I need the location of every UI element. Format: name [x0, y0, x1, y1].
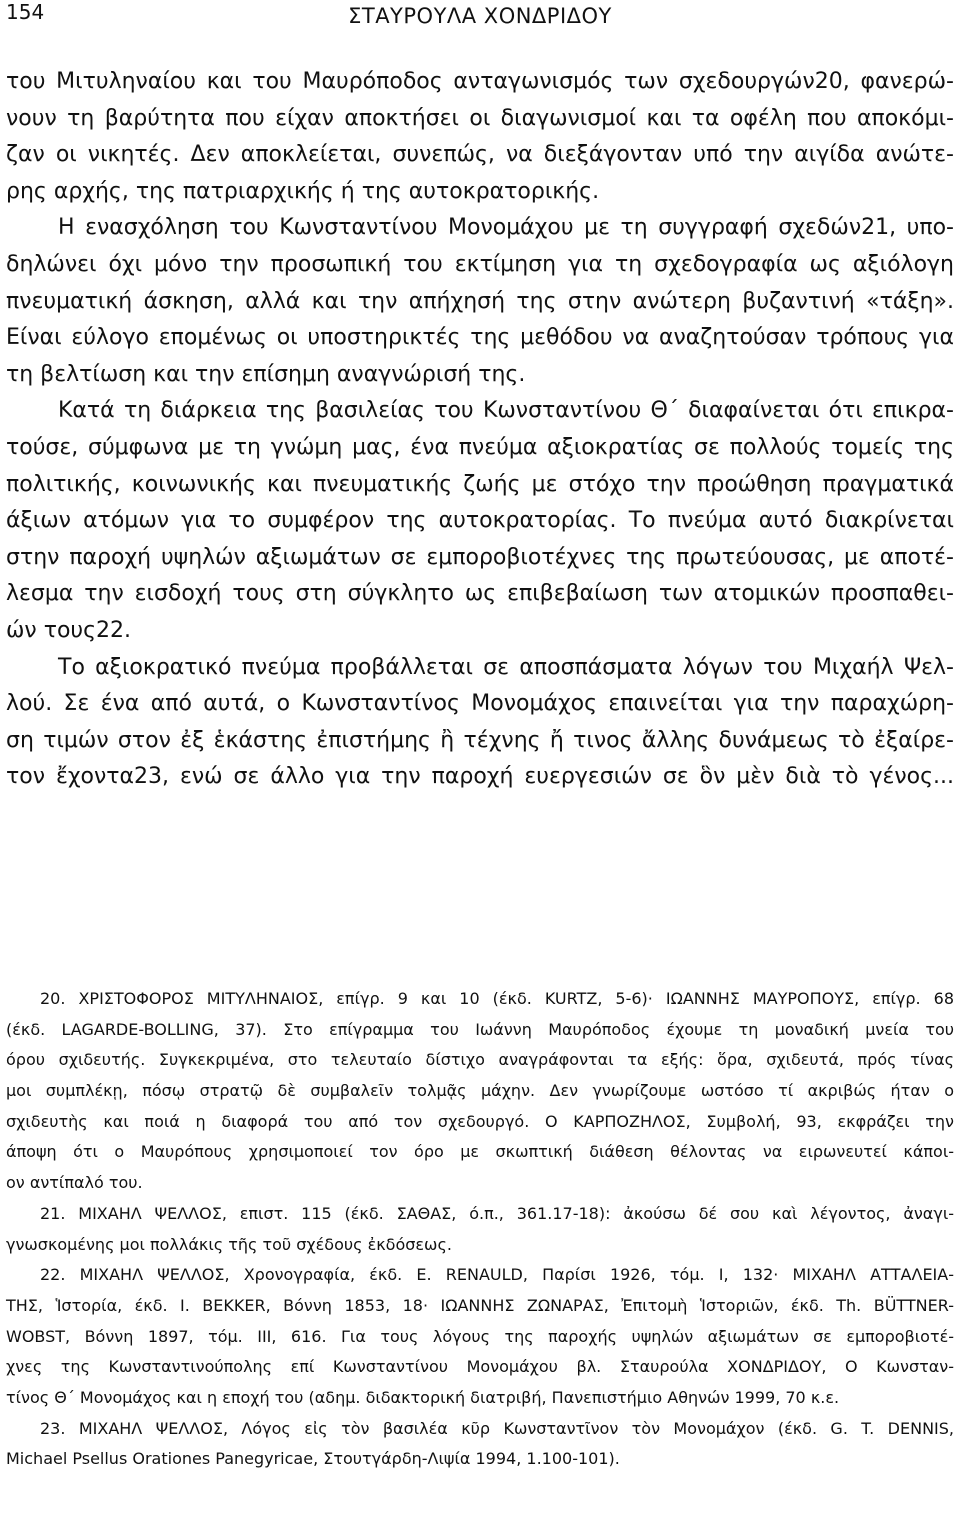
- footnote-line: όρου σχιδευτής. Συγκεκριμένα, στο τελευταίο δίστιχο αναγράφονται τα εξής: ὅρα, σχιδευτά, πρός τίνας: [6, 1050, 954, 1070]
- text-line: του Μιτυληναίου και του Μαυρόποδος ανταγωνισμός των σχεδουργών20, φανερώ-: [6, 69, 954, 94]
- text-line: στην παροχή υψηλών αξιωμάτων σε εμποροβιοτέχνες της πρωτεύουσας, με αποτέ-: [6, 544, 954, 570]
- footnote-line: 21. ΜΙΧΑΗΛ ΨΕΛΛΟΣ, επιστ. 115 (έκδ. ΣΑΘΑΣ, ό.π., 361.17-18): ἀκούσω δέ σου καὶ λέγοντος, ἀναγι-: [40, 1203, 954, 1223]
- footnote-line: 20. ΧΡΙΣΤΟΦΟΡΟΣ ΜΙΤΥΛΗΝΑΙΟΣ, επίγρ. 9 και 10 (έκδ. KURTZ, 5-6)· ΙΩΑΝΝΗΣ ΜΑΥΡΟΠΟΥΣ, επίγρ. 68: [40, 989, 954, 1008]
- footnote-line: (έκδ. LAGARDE-BOLLING, 37). Στο επίγραμμα του Ιωάννη Μαυρόποδος έχουμε τη μοναδική μνεία του: [6, 1019, 954, 1039]
- text-line: τούσε, σύμφωνα με τη γνώμη μας, ένα πνεύμα αξιοκρατίας σε πολλούς τομείς της: [6, 434, 954, 460]
- page-header: [0, 0, 960, 40]
- footnote-line: σχιδευτὴς και ποιά η διαφορά του από τον σχεδουργό. Ο ΚΑΡΠΟΖΗΛΟΣ, Συμβολή, 93, εκφράζει την: [6, 1111, 954, 1131]
- footnote-line: 23. ΜΙΧΑΗΛ ΨΕΛΛΟΣ, Λόγος εἰς τὸν βασιλέα κῦρ Κωνσταντῖνον τὸν Μονομάχον (έκδ. G. T. DENNIS,: [40, 1418, 954, 1438]
- running-head: ΣΤΑΥΡΟΥΛΑ ΧΟΝΔΡΙΔΟΥ: [348, 4, 612, 28]
- footnote-line: WOBST, Βόννη 1897, τόμ. ΙΙΙ, 616. Για τους λόγους της παροχής υψηλών αξιωμάτων σε εμποροβιοτέ-: [6, 1326, 954, 1346]
- text-line: δηλώνει όχι μόνο την προσωπική του εκτίμηση για τη σχεδογραφία ως αξιόλογη: [6, 251, 954, 277]
- footnote-line: 22. ΜΙΧΑΗΛ ΨΕΛΛΟΣ, Χρονογραφία, έκδ. E. RENAULD, Παρίσι 1926, τόμ. Ι, 132· ΜΙΧΑΗΛ ΑΤΤΑΛΕΙΑ-: [40, 1265, 954, 1285]
- text-line: ση τιμών στον ἐξ ἑκάστης ἐπιστήμης ἢ τέχνης ἤ τινος ἄλλης δυνάμεως τὸ ἐξαίρε-: [6, 727, 954, 753]
- footnote-line: Michael Psellus Orationes Panegyricae, Στουτγάρδη-Λιψία 1994, 1.100-101).: [6, 1449, 620, 1469]
- page-number: 154: [6, 0, 45, 24]
- text-line: ζαν οι νικητές. Δεν αποκλείεται, συνεπώς, να διεξάγονταν υπό την αιγίδα ανώτε-: [6, 142, 954, 168]
- text-line: άξιων ατόμων για το συμφέρον της αυτοκρατορίας. Το πνεύμα αυτό διακρίνεται: [6, 508, 954, 534]
- footnote-line: άποψη ότι ο Μαυρόπους χρησιμοποιεί τον όρο με σκωπτική διάθεση θέλοντας να ειρωνευτεί κάποι-: [6, 1142, 954, 1162]
- text-line: τον ἔχοντα23, ενώ σε άλλο για την παροχή ευεργεσιών σε ὃν μὲν διὰ τὸ γένος...: [6, 764, 954, 790]
- text-line: πνευματική άσκηση, αλλά και την απήχησή της στην ανώτερη βυζαντινή «τάξη».: [6, 288, 954, 314]
- footnote-line: μοι συμπλέκῃ, πόσῳ στρατῷ δὲ συμβαλεῖν τολμᾷς μάχην. Δεν γνωρίζουμε ωστόσο τί ακριβώς ήταν ο: [6, 1081, 954, 1101]
- footnote-line: γνωσκομένης μοι πολλάκις τῆς τοῦ σχέδους ἐκδόσεως.: [6, 1234, 452, 1254]
- text-line: λού. Σε ένα από αυτά, ο Κωνσταντίνος Μονομάχος επαινείται για την παραχώρη-: [6, 691, 954, 717]
- text-line: πολιτικής, κοινωνικής και πνευματικής ζωής με στόχο την προώθηση πραγματικά: [6, 471, 954, 497]
- footnote-line: ον αντίπαλό του.: [6, 1173, 143, 1193]
- text-line: Το αξιοκρατικό πνεύμα προβάλλεται σε αποσπάσματα λόγων του Μιχαήλ Ψελ-: [58, 654, 954, 680]
- text-line: νουν τη βαρύτητα που είχαν αποκτήσει οι διαγωνισμοί και τα οφέλη που αποκόμι-: [6, 105, 954, 131]
- main-text: [6, 64, 954, 796]
- text-line: Η ενασχόληση του Κωνσταντίνου Μονομάχου με τη συγγραφή σχεδών21, υπο-: [58, 215, 954, 241]
- text-line: Είναι εύλογο επομένως οι υποστηρικτές της μεθόδου να αναζητούσαν τρόπους για: [6, 325, 954, 351]
- footnotes: [6, 984, 954, 1475]
- text-line: Κατά τη διάρκεια της βασιλείας του Κωνσταντίνου Θ΄ διαφαίνεται ότι επικρα-: [58, 398, 954, 424]
- footnote-line: τίνος Θ΄ Μονομάχος και η εποχή του (αδημ. διδακτορική διατριβή, Πανεπιστήμιο Αθηνών 1999, 70 κ.ε.: [6, 1387, 840, 1407]
- text-line: ών τους22.: [6, 617, 132, 643]
- footnote-line: χνες της Κωνσταντινούπολης επί Κωνσταντίνου Μονομάχου βλ. Σταυρούλα ΧΟΝΔΡΙΔΟΥ, Ο Κωνσταν-: [6, 1357, 954, 1377]
- text-line: ρης αρχής, της πατριαρχικής ή της αυτοκρατορικής.: [6, 178, 600, 204]
- text-line: τη βελτίωση και την επίσημη αναγνώρισή της.: [6, 361, 526, 387]
- text-line: λεσμα την εισδοχή τους στη σύγκλητο ως επιβεβαίωση των ατομικών προσπαθει-: [6, 581, 954, 607]
- footnote-line: ΤΗΣ, Ἱστορία, έκδ. I. BEKKER, Βόννη 1853, 18· ΙΩΑΝΝΗΣ ΖΩΝΑΡΑΣ, Ἐπιτομὴ Ἱστοριῶν, έκδ. Th. BÜTTNER-: [6, 1295, 954, 1315]
